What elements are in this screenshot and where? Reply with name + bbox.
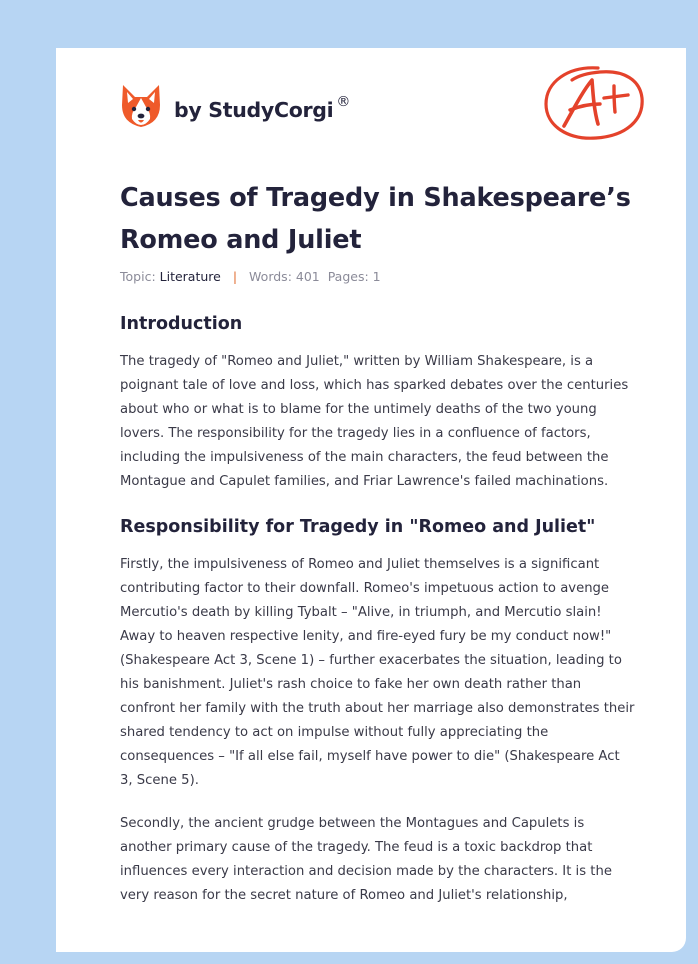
section-heading-responsibility: Responsibility for Tragedy in "Romeo and Juliet" bbox=[120, 517, 596, 537]
a-plus-grade-icon bbox=[538, 60, 650, 146]
paragraph: The tragedy of "Romeo and Juliet," written by William Shakespeare, is a poignant tale of love and loss, which has sparked debates over the centuries about who or what is to blame for the untimely deaths of the two young lovers. The responsibility for the tragedy lies in a confluence of factors, including the impulsiveness of the main characters, the feud between the Montague and Capulet families, and Friar Lawrence's failed machinations. bbox=[120, 354, 629, 489]
page-title: Causes of Tragedy in Shakespeare’s Romeo and Juliet bbox=[120, 183, 631, 255]
section-heading-introduction: Introduction bbox=[120, 314, 243, 334]
page-count: Pages: 1 bbox=[327, 269, 381, 284]
registered-mark: ® bbox=[336, 94, 351, 110]
studycorgi-logo[interactable] bbox=[120, 76, 350, 136]
document-meta bbox=[120, 269, 381, 284]
corgi-logo-icon bbox=[120, 83, 162, 129]
meta-separator: | bbox=[232, 269, 238, 284]
document-body bbox=[120, 310, 636, 908]
document-page bbox=[56, 48, 686, 952]
paragraph: Secondly, the ancient grudge between the Montagues and Capulets is another primary cause of the tragedy. The feud is a toxic backdrop that influences every interaction and decision made by the characters. It is the very reason for the secret nature of Romeo and Juliet's relationship, bbox=[120, 816, 612, 903]
header bbox=[120, 76, 650, 156]
word-count: Words: 401 bbox=[249, 269, 320, 284]
brand-name: by StudyCorgi ® bbox=[174, 94, 351, 122]
topic-link[interactable]: Literature bbox=[159, 269, 221, 284]
topic-label: Topic: bbox=[120, 269, 156, 284]
paragraph: Firstly, the impulsiveness of Romeo and Juliet themselves is a significant contributing factor to their downfall. Romeo's impetuous action to avenge Mercutio's death by killing Tybalt – "Alive, in triumph, and Mercutio slain! Away to heaven respective lenity, and fire-eyed fury be my conduct now!" (Shakespeare Act 3, Scene 1) – further exacerbates the situation, leading to his banishment. Juliet's rash choice to fake her own death rather than confront her family with the truth about her marriage also demonstrates their shared tendency to act on impulse without fully appreciating the consequences – "If all else fail, myself have power to die" (Shakespeare Act 3, Scene 5). bbox=[120, 557, 635, 788]
